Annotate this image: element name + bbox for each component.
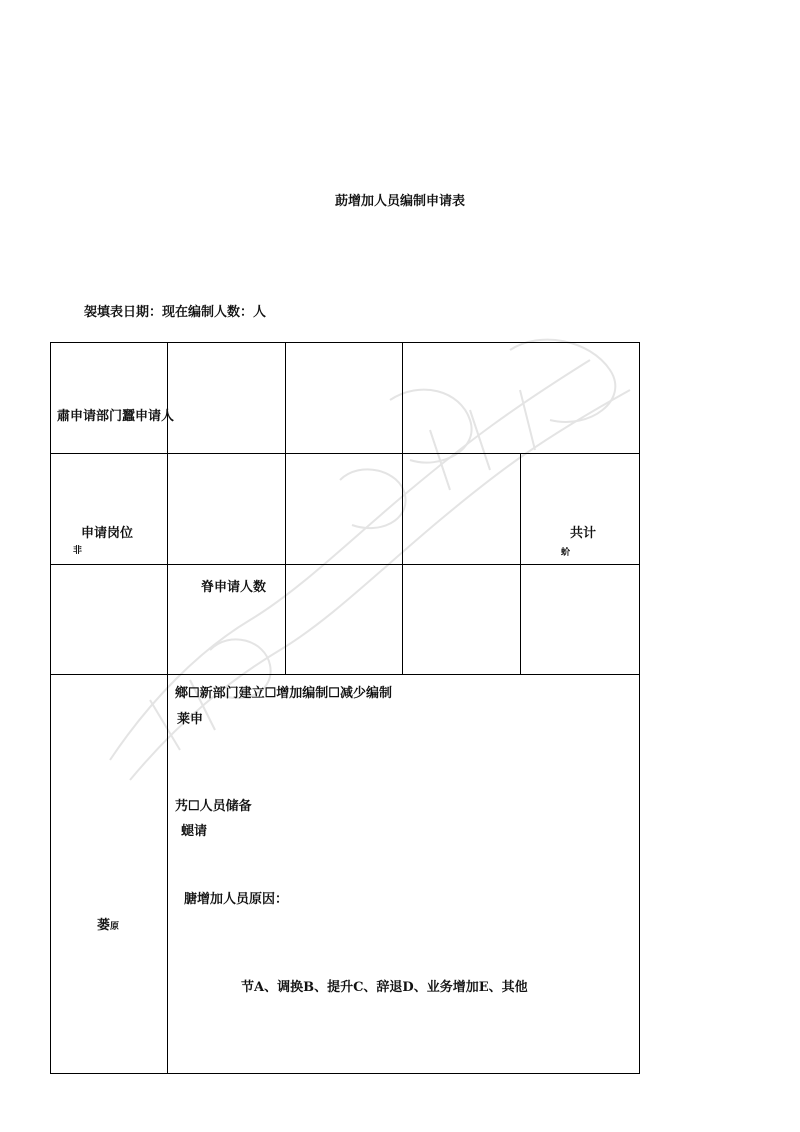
increase-reason-label: 膅增加人员原因： [184, 892, 289, 907]
row-divider-3 [51, 674, 639, 675]
staff-reserve-line: 艿☐人员储备 [175, 799, 252, 814]
reason-choices-line: 节A、调换B、提升C、辞退D、业务增加E、其他 [241, 980, 528, 995]
department-applicant-label: 肅申请部门蠶申请人 [57, 409, 175, 424]
total-label: 共计 [570, 526, 597, 541]
row-divider-1 [51, 453, 639, 454]
fill-date-line: 袈填表日期：现在编制人数：人 [84, 305, 267, 320]
page-title: 莇增加人员编制申请表 [334, 194, 465, 209]
row-divider-2 [51, 564, 639, 565]
position-label: 申请岗位 [81, 526, 134, 541]
reason-label: 蒌原 [97, 918, 120, 933]
applicant-count-label: 脊申请人数 [201, 580, 267, 595]
column-divider-4 [520, 453, 521, 674]
column-divider-2 [285, 343, 286, 674]
total-mark: 蚧 [561, 548, 571, 558]
column-divider-3 [402, 343, 403, 674]
application-form-table [50, 342, 640, 1074]
position-mark: 非 [73, 546, 83, 556]
reason-line-2: 莱申 [177, 712, 204, 727]
column-divider-1 [167, 343, 168, 1073]
reason-line-4: 螁请 [181, 824, 208, 839]
reason-options-line: 鄉☐新部门建立☐增加编制☐减少编制 [175, 686, 392, 701]
